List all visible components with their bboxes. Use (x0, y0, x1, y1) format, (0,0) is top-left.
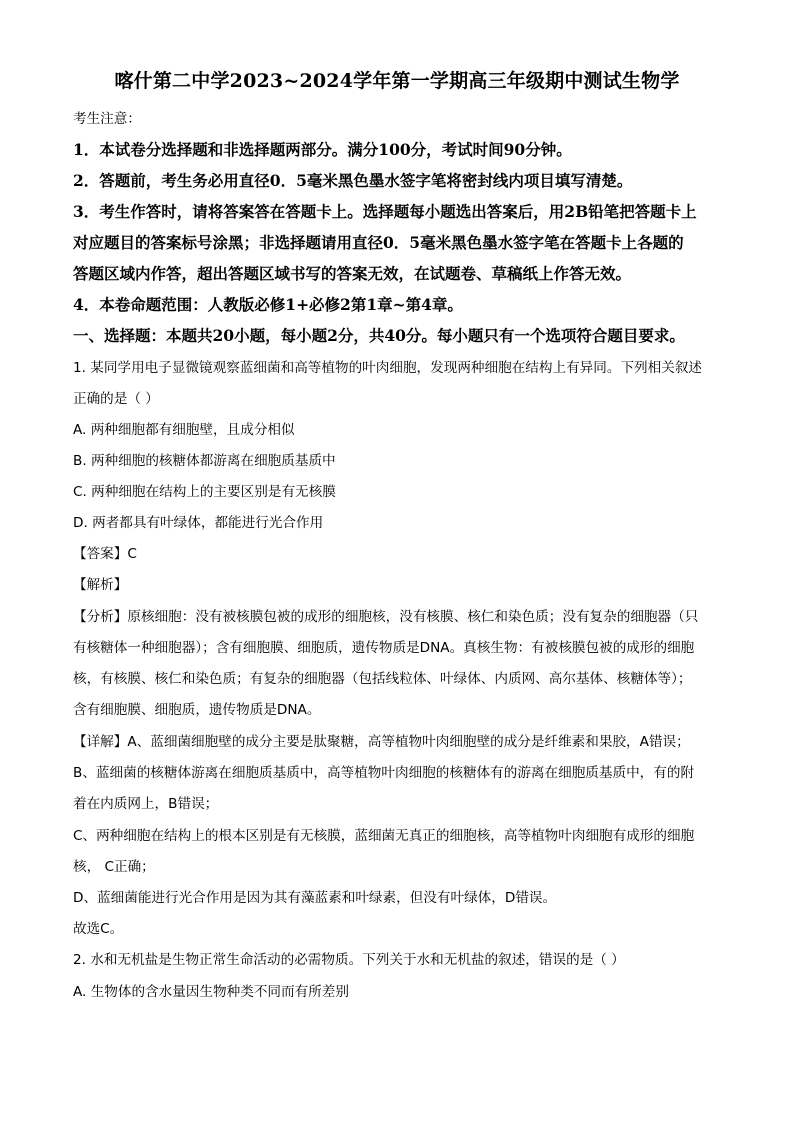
answer-line (73, 543, 137, 565)
analysis-text: 有核糖体一种细胞器）；含有细胞膜、细胞质，遗传物质是DNA。真核生物：有被核膜包被的成形的细胞 (73, 640, 695, 656)
option-a: A. 两种细胞都有细胞壁，且成分相似 (73, 422, 295, 438)
option-d: D. 两者都具有叶绿体，都能进行光合作用 (73, 515, 324, 531)
question-stem: 2. 水和无机盐是生物正常生命活动的必需物质。下列关于水和无机盐的叙述，错误的是（ ） (73, 952, 625, 968)
section-heading: 一、选择题：本题共20小题，每小题2分，共40分。每小题只有一个选项符合题目要求。 (73, 326, 685, 345)
notice-item: 4．本卷命题范围：人教版必修1+必修2第1章~第4章。 (73, 295, 463, 314)
option-a: A. 生物体的含水量因生物种类不同而有所差别 (73, 984, 349, 1000)
analysis-text: 核，有核膜、核仁和染色质；有复杂的细胞器（包括线粒体、叶绿体、内质网、高尔基体、核糖体等）； (73, 671, 692, 687)
notice-item: 1．本试卷分选择题和非选择题两部分。满分100分，考试时间90分钟。 (73, 140, 572, 159)
option-c: C. 两种细胞在结构上的主要区别是有无核膜 (73, 484, 336, 500)
notice-item: 3．考生作答时，请将答案答在答题卡上。选择题每小题选出答案后，用2B铅笔把答题卡上 (73, 202, 697, 221)
option-b: B. 两种细胞的核糖体都游离在细胞质基质中 (73, 453, 336, 469)
question-stem: 1. 某同学用电子显微镜观察蓝细菌和高等植物的叶肉细胞，发现两种细胞在结构上有异同。下列相关叙述 (73, 360, 703, 376)
notice-item: 答题区域内作答，超出答题区域书写的答案无效，在试题卷、草稿纸上作答无效。 (73, 264, 632, 283)
notice-heading: 考生注意： (73, 111, 141, 127)
analysis-text: 【分析】原核细胞：没有被核膜包被的成形的细胞核，没有核膜、核仁和染色质；没有复杂的细胞器（只 (73, 609, 699, 625)
notice-item: 对应题目的答案标号涂黑；非选择题请用直径0．5毫米黑色墨水签字笔在答题卡上各题的 (73, 233, 684, 252)
notice-item: 2．答题前，考生务必用直径0．5毫米黑色墨水签字笔将密封线内项目填写清楚。 (73, 171, 633, 190)
detail-text: 着在内质网上，B错误； (73, 796, 219, 812)
detail-text: B、蓝细菌的核糖体游离在细胞质基质中，高等植物叶肉细胞的核糖体有的游离在细胞质基质中，有的附 (73, 765, 695, 781)
detail-text: 【详解】A、蓝细菌细胞壁的成分主要是肽聚糖，高等植物叶肉细胞壁的成分是纤维素和果胶，A错误； (73, 734, 690, 750)
detail-text: 核， C正确； (73, 859, 155, 875)
analysis-text: 含有细胞膜、细胞质，遗传物质是DNA。 (73, 702, 321, 718)
answer-value: C (127, 546, 137, 562)
page-title: 喀什第二中学2023~2024学年第一学期高三年级期中测试生物学 (114, 70, 680, 92)
detail-text: C、两种细胞在结构上的根本区别是有无核膜，蓝细菌无真正的细胞核，高等植物叶肉细胞有成形的细胞 (73, 828, 695, 844)
detail-text: D、蓝细菌能进行光合作用是因为其有藻蓝素和叶绿素，但没有叶绿体，D错误。 (73, 890, 557, 906)
analysis-label: 【解析】 (73, 577, 128, 593)
question-stem: 正确的是（ ） (73, 391, 159, 407)
answer-label: 【答案】 (73, 546, 128, 562)
detail-text: 故选C。 (73, 921, 124, 937)
